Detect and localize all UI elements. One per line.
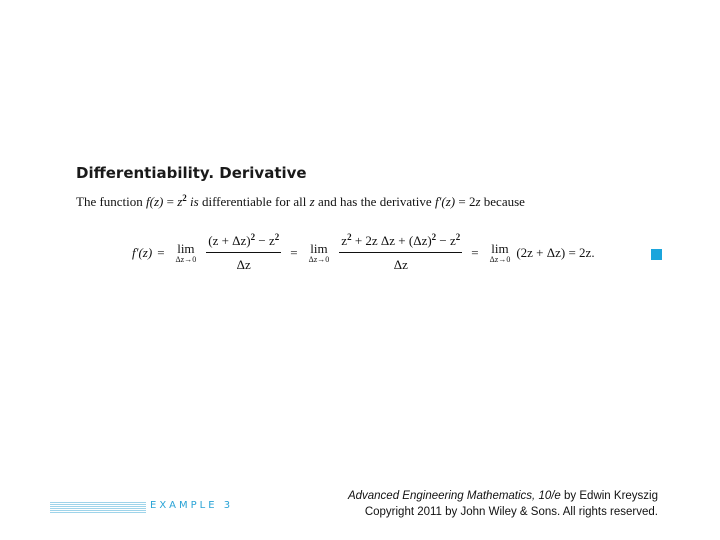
statement-exponent: 2 [182, 193, 187, 203]
numerator-text: − z [255, 233, 275, 248]
statement-math: f′(z) [434, 194, 456, 209]
fraction-denominator: Δz [236, 257, 251, 272]
numerator-exponent: 2 [347, 232, 352, 242]
example-number-label: EXAMPLE 3 [150, 500, 234, 511]
numerator-text: (z + Δz) [208, 233, 251, 248]
statement-text: = [163, 194, 178, 209]
citation-line-1 [348, 488, 658, 504]
limit-subscript: Δz→0 [175, 255, 197, 264]
limit-word: lim [491, 241, 509, 256]
fraction-numerator [206, 232, 281, 253]
limit-operator [309, 241, 330, 264]
equals-sign: = [471, 244, 479, 260]
statement-text: is [186, 194, 199, 209]
numerator-text: − z [436, 233, 456, 248]
derivative-equation [132, 232, 595, 273]
example-stripe-bar [50, 502, 146, 513]
limit-subscript: Δz→0 [489, 255, 511, 264]
statement-text: The function [76, 194, 147, 209]
numerator-text: z [341, 233, 348, 248]
limit-word: lim [177, 241, 195, 256]
statement-text: because [480, 194, 525, 209]
numerator-exponent: 2 [274, 232, 280, 242]
limit-word: lim [310, 241, 328, 256]
limit-subscript: Δz→0 [308, 255, 330, 264]
book-title: Advanced Engineering Mathematics, 10/e [347, 490, 561, 502]
statement-math: z [177, 194, 183, 209]
numerator-exponent: 2 [250, 232, 256, 242]
statement-text: differentiable for all [198, 194, 310, 209]
equals-sign: = [157, 244, 165, 260]
equation-result: (2z + Δz) = 2z. [516, 244, 595, 260]
equals-sign: = [290, 244, 298, 260]
limit-operator [176, 241, 197, 264]
numerator-text: + 2z Δz + (Δz) [351, 233, 432, 248]
statement-math: z [309, 194, 315, 209]
expanded-quotient-fraction [339, 232, 462, 273]
statement-math: z [475, 194, 481, 209]
equation-lhs: f′(z) [132, 244, 153, 260]
statement-text: = 2 [455, 194, 476, 209]
statement-math: f(z) [146, 194, 164, 209]
fraction-numerator [339, 232, 462, 253]
numerator-exponent: 2 [431, 232, 437, 242]
copyright-notice: Copyright 2011 by John Wiley & Sons. All rights reserved. [364, 506, 658, 518]
statement-text: and has the derivative [314, 194, 435, 209]
source-citation [348, 488, 658, 520]
numerator-exponent: 2 [455, 232, 461, 242]
limit-operator [490, 241, 511, 264]
difference-quotient-fraction [206, 232, 281, 273]
example-heading: Differentiability. Derivative [76, 164, 307, 182]
fraction-denominator: Δz [393, 257, 408, 272]
book-author: by Edwin Kreyszig [560, 490, 658, 502]
example-statement [76, 193, 525, 210]
end-of-example-square-icon [651, 249, 662, 260]
